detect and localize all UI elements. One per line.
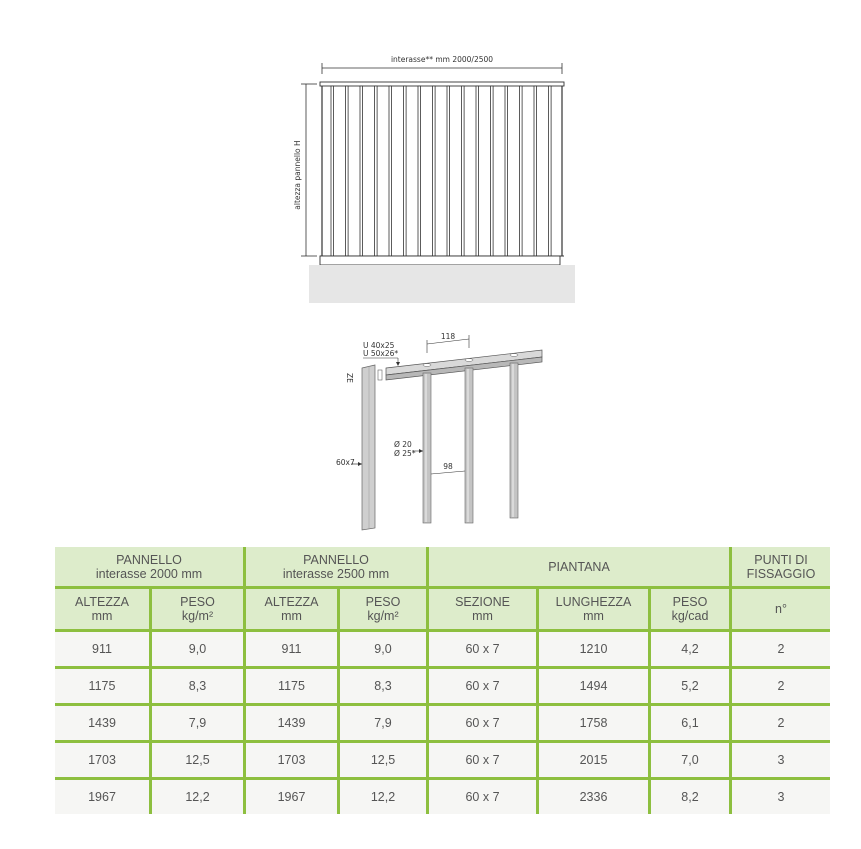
channel-label-bottom: U 50x26* (363, 349, 399, 358)
table-row (55, 777, 830, 814)
table-cell: 3 (732, 777, 830, 814)
table-cell: 9,0 (152, 629, 246, 666)
table-row (55, 629, 830, 666)
table-cell: 12,5 (340, 740, 429, 777)
table-body (55, 629, 830, 814)
sub-header-weight-2000: PESO kg/m² (152, 586, 246, 629)
specification-table (55, 547, 830, 814)
table-cell: 1439 (246, 703, 340, 740)
table-cell: 911 (246, 629, 340, 666)
fence-bars (331, 86, 551, 256)
sub-header-height-2500: ALTEZZA mm (246, 586, 340, 629)
sub-header-length: LUNGHEZZA mm (539, 586, 651, 629)
group-header-post: PIANTANA (429, 547, 732, 586)
table-row (55, 703, 830, 740)
table-cell: 7,9 (152, 703, 246, 740)
table-cell: 5,2 (651, 666, 732, 703)
table-cell: 1439 (55, 703, 152, 740)
table-cell: 12,5 (152, 740, 246, 777)
sub-header-count: n° (732, 586, 830, 629)
fence-panel-elevation (293, 55, 575, 303)
table-cell: 911 (55, 629, 152, 666)
spacing-label-118: 118 (440, 332, 456, 341)
table-cell: 3 (732, 740, 830, 777)
table-cell: 60 x 7 (429, 703, 539, 740)
table-cell: 60 x 7 (429, 777, 539, 814)
table-cell: 9,0 (340, 629, 429, 666)
table-cell: 7,9 (340, 703, 429, 740)
side-label: ZE (345, 373, 354, 383)
table-cell: 1175 (55, 666, 152, 703)
table-cell: 1703 (246, 740, 340, 777)
table-row (55, 740, 830, 777)
table-cell: 60 x 7 (429, 666, 539, 703)
table-cell: 6,1 (651, 703, 732, 740)
table-cell: 2 (732, 703, 830, 740)
group-header-row (55, 547, 830, 586)
channel-label-top: U 40x25 (363, 341, 395, 350)
table-cell: 4,2 (651, 629, 732, 666)
table-cell: 1703 (55, 740, 152, 777)
height-dimension-label: altezza pannello H (293, 140, 302, 210)
table-cell: 2 (732, 666, 830, 703)
table-cell: 8,3 (152, 666, 246, 703)
sub-header-row (55, 586, 830, 629)
table-cell: 7,0 (651, 740, 732, 777)
sub-header-height-2000: ALTEZZA mm (55, 586, 152, 629)
spacing-label-98: 98 (443, 462, 453, 471)
diameter-label-bottom: Ø 25* (394, 449, 416, 458)
table-cell: 1210 (539, 629, 651, 666)
group-header-panel-2000: PANNELLO interasse 2000 mm (55, 547, 246, 586)
table-cell: 1758 (539, 703, 651, 740)
table-cell: 2336 (539, 777, 651, 814)
width-dimension-label: interasse** mm 2000/2500 (390, 55, 494, 64)
table-cell: 8,3 (340, 666, 429, 703)
table-cell: 60 x 7 (429, 740, 539, 777)
table-cell: 2015 (539, 740, 651, 777)
table-cell: 1967 (55, 777, 152, 814)
table-cell: 60 x 7 (429, 629, 539, 666)
sub-header-post-weight: PESO kg/cad (651, 586, 732, 629)
table-cell: 12,2 (152, 777, 246, 814)
table-cell: 2 (732, 629, 830, 666)
plate-label: 60x7 (336, 458, 355, 467)
group-header-panel-2500: PANNELLO interasse 2500 mm (246, 547, 429, 586)
diameter-label-top: Ø 20 (394, 440, 412, 449)
table-cell: 1175 (246, 666, 340, 703)
table-cell: 8,2 (651, 777, 732, 814)
table-cell: 12,2 (340, 777, 429, 814)
sub-header-section: SEZIONE mm (429, 586, 539, 629)
table-cell: 1967 (246, 777, 340, 814)
sub-header-weight-2500: PESO kg/m² (340, 586, 429, 629)
table-cell: 1494 (539, 666, 651, 703)
group-header-fixing-points: PUNTI DI FISSAGGIO (732, 547, 830, 586)
table-row (55, 666, 830, 703)
post-detail-drawing (336, 332, 542, 530)
